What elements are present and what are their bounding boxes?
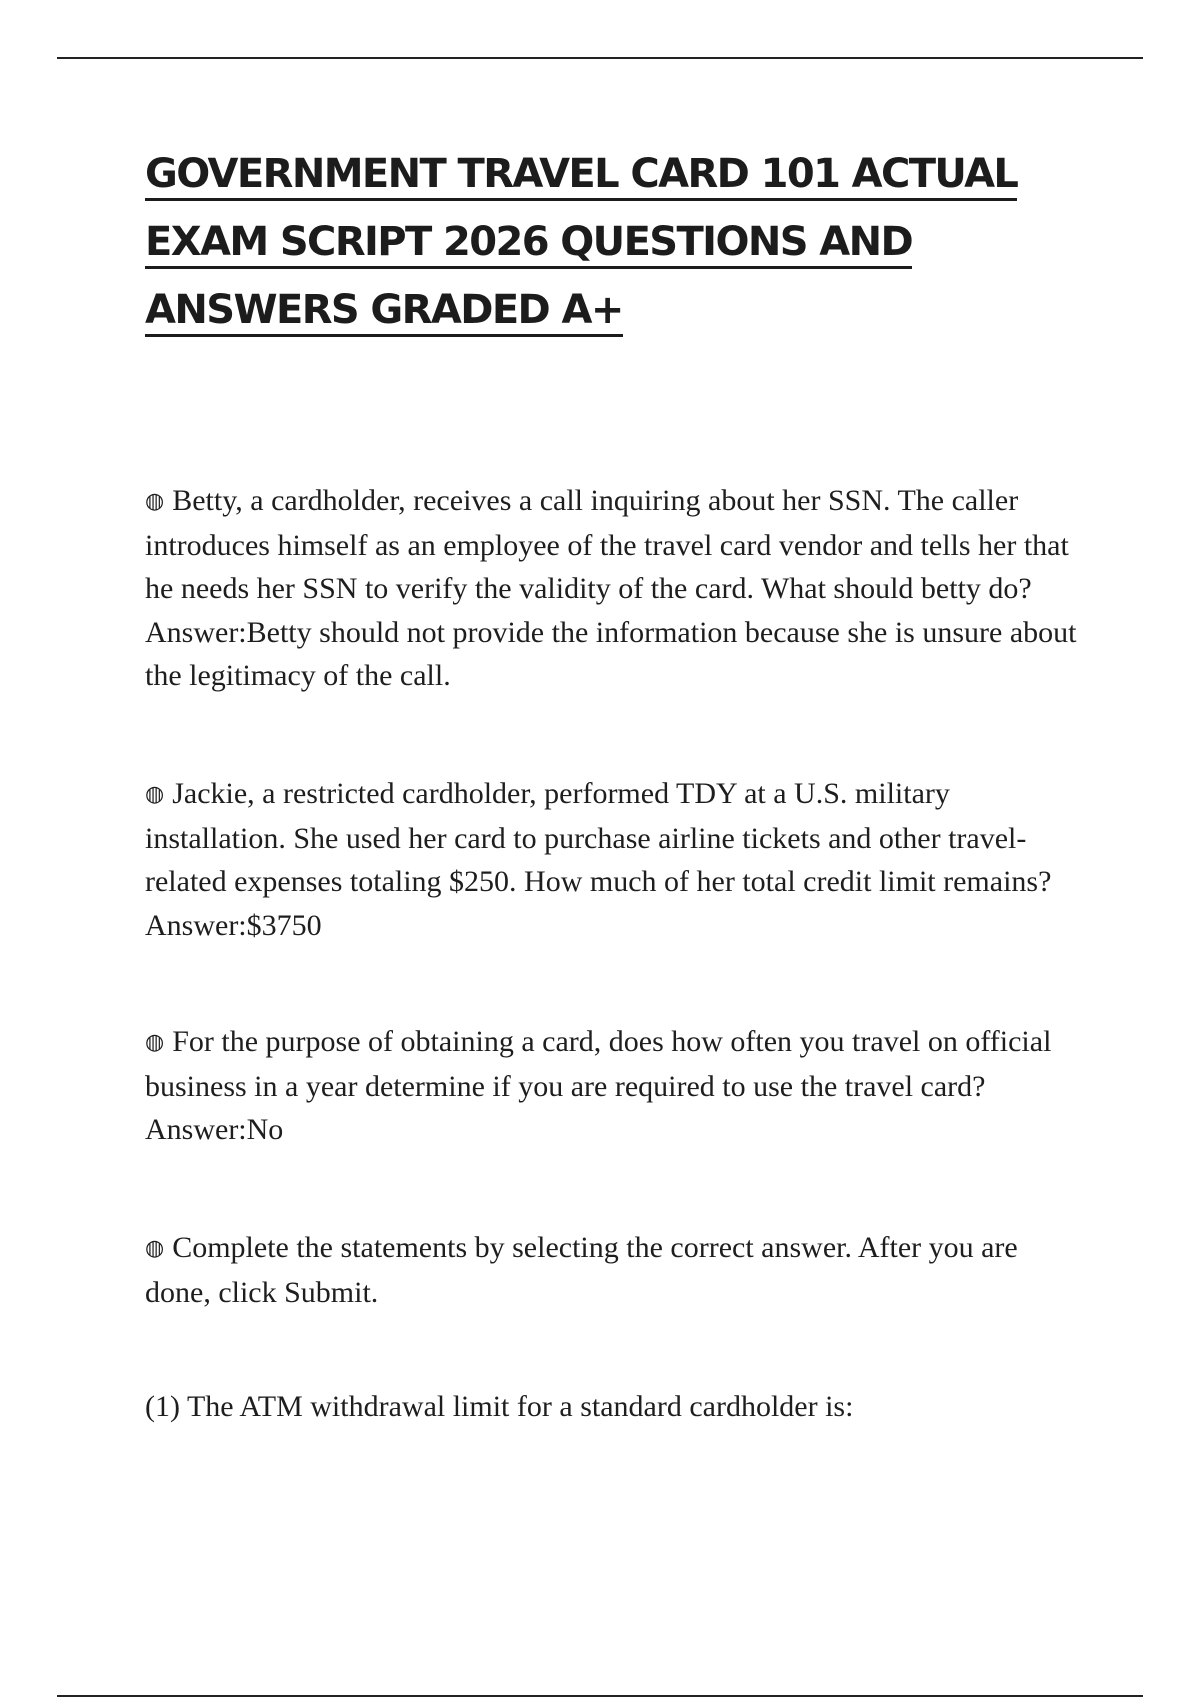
bullet-icon: ◍: [145, 489, 165, 514]
bottom-horizontal-rule: [57, 1695, 1143, 1697]
question-item: [145, 479, 1085, 698]
title-line-1: GOVERNMENT TRAVEL CARD 101 ACTUAL: [145, 140, 1045, 208]
question-item: [145, 772, 1085, 947]
title-line-3: ANSWERS GRADED A+: [145, 276, 1045, 344]
sub-question-item: [145, 1385, 1085, 1429]
question-item: [145, 1226, 1085, 1314]
title-line-2: EXAM SCRIPT 2026 QUESTIONS AND: [145, 208, 1045, 276]
bullet-icon: ◍: [145, 1236, 165, 1261]
question-text: For the purpose of obtaining a card, does how often you travel on official business in a year determine if you are required to use the travel card?: [145, 1025, 1052, 1103]
question-item: [145, 1020, 1085, 1152]
answer-text: Answer:$3750: [145, 908, 322, 942]
top-horizontal-rule: [57, 57, 1143, 59]
answer-text: Answer:Betty should not provide the information because she is unsure about the legitimacy of the call.: [145, 615, 1077, 692]
document-title: [145, 140, 1045, 344]
sub-question-text: (1) The ATM withdrawal limit for a standard cardholder is:: [145, 1390, 854, 1423]
question-text: Jackie, a restricted cardholder, performed TDY at a U.S. military installation. She used her card to purchase airline tickets and other travel-related expenses totaling $250. How much of her total credit limit remains?: [145, 777, 1052, 898]
answer-text: Answer:No: [145, 1113, 284, 1146]
question-text: Betty, a cardholder, receives a call inquiring about her SSN. The caller introduces himself as an employee of the travel card vendor and tells her that he needs her SSN to verify the validity of the card. What should betty do?: [145, 484, 1069, 605]
bullet-icon: ◍: [145, 1030, 165, 1055]
question-text: Complete the statements by selecting the correct answer. After you are done, click Submit.: [145, 1231, 1018, 1309]
bullet-icon: ◍: [145, 782, 165, 807]
